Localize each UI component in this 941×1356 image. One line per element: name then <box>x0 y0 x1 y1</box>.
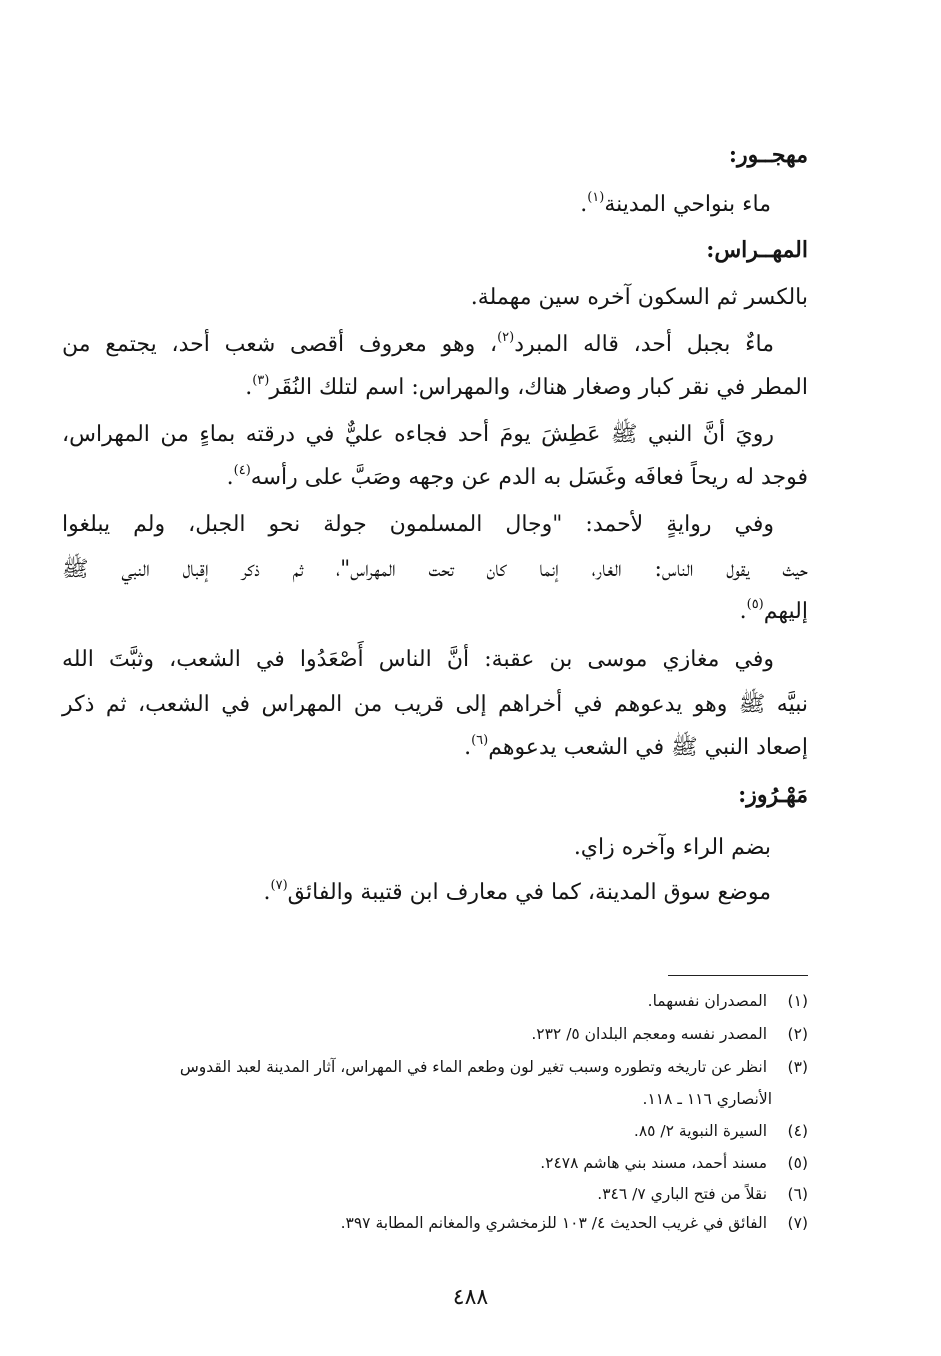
text: المطر في نقر كبار وصغار هناك، والمهراس: اسم لتلك النُقَر <box>269 375 808 400</box>
text-line: رويَ أنَّ النبي ﷺ عَطِشَ يومَ أحد فجاءه عليٌّ في درقته بماءٍ من المهراس، <box>62 422 774 447</box>
footnote-number: (٧) <box>787 1214 808 1232</box>
footnote <box>180 1056 808 1078</box>
footnote <box>531 1023 808 1045</box>
text-line <box>245 373 808 403</box>
text: . <box>739 599 747 624</box>
text: موضع سوق المدينة، كما في معارف ابن قتيبة والفائق <box>287 880 771 905</box>
footnote-number: (٥) <box>787 1154 808 1172</box>
text: ، وهو معروف أقصى شعب أحد، يجتمع من <box>62 332 498 357</box>
text-line <box>264 878 771 908</box>
text: إصعاد النبي ﷺ في الشعب يدعوهم <box>488 735 808 760</box>
footnote <box>648 990 808 1012</box>
footnote-continuation: الأنصاري ١١٦ ـ ١١٨. <box>642 1090 772 1108</box>
footnote-ref: (٣) <box>252 373 270 388</box>
text: . <box>580 192 588 217</box>
text: إليهم <box>763 599 808 624</box>
text-line: بضم الراء وآخره زاي. <box>573 835 771 860</box>
text: . <box>464 735 472 760</box>
footnote <box>597 1183 808 1205</box>
footnote-number: (١) <box>787 992 808 1010</box>
footnote-ref: (١) <box>587 190 605 205</box>
footnote-number: (٣) <box>787 1058 808 1076</box>
text-line <box>62 330 774 360</box>
footnote <box>341 1212 808 1234</box>
text: . <box>245 375 253 400</box>
footnote-ref: (٥) <box>746 597 764 612</box>
text: ماء بنواحي المدينة <box>604 192 771 217</box>
entry-heading-mahjur: مهجــور: <box>728 142 808 168</box>
footnote <box>540 1152 808 1174</box>
footnote-ref: (٦) <box>471 733 489 748</box>
footnote-text: انظر عن تاريخه وتطوره وسبب تغير لون وطعم الماء في المهراس، آثار المدينة لعبد القدوس <box>179 1058 768 1076</box>
text-line <box>580 190 771 220</box>
footnote-text: المصدران نفسهما. <box>647 992 768 1010</box>
text: . <box>263 880 271 905</box>
entry-heading-mihras: المهــراس: <box>706 237 808 263</box>
text-line <box>464 733 808 763</box>
footnote-ref: (٢) <box>497 330 515 345</box>
footnote-text: مسند أحمد، مسند بني هاشم ٢٤٧٨. <box>540 1154 768 1172</box>
text: . <box>226 465 234 490</box>
footnote-text: نقلاً من فتح الباري ٧/ ٣٤٦. <box>597 1185 768 1203</box>
footnote-text: الفائق في غريب الحديث ٤/ ١٠٣ للزمخشري والمغانم المطابة ٣٩٧. <box>340 1214 768 1232</box>
footnote <box>634 1120 808 1142</box>
footnote-text: السيرة النبوية ٢/ ٨٥. <box>633 1122 768 1140</box>
text-line: نبيَّه ﷺ وهو يدعوهم في أخراهم إلى قريب من المهراس في الشعب، ثم ذكر <box>62 692 808 717</box>
footnote-number: (٦) <box>787 1185 808 1203</box>
entry-heading-mahruz: مَهْـرُوز: <box>738 782 808 808</box>
footnote-text: المصدر نفسه ومعجم البلدان ٥/ ٢٣٢. <box>531 1025 768 1043</box>
text: فوجد له ريحاً فعافَه وغَسَل به الدم عن وجهه وصَبَّ على رأسه <box>250 465 808 490</box>
footnote-ref: (٤) <box>233 463 251 478</box>
footnote-divider <box>668 975 808 976</box>
footnote-number: (٤) <box>787 1122 808 1140</box>
text-line: وفي مغازي موسى بن عقبة: أنَّ الناس أَصْعَدُوا في الشعب، وثبَّتَ الله <box>62 647 775 672</box>
footnote-ref: (٧) <box>270 878 288 893</box>
text-line: بالكسر ثم السكون آخره سين مهملة. <box>470 285 808 310</box>
text-line: وفي روايةٍ لأحمد: "وجال المسلمون جولة نحو الجبل، ولم يبلغوا <box>62 512 774 537</box>
text-line <box>740 597 808 627</box>
text: ماءٌ بجبل أحد، قاله المبرد <box>514 332 774 357</box>
footnote-number: (٢) <box>787 1025 808 1043</box>
page-number: ٤٨٨ <box>452 1285 489 1310</box>
text-line <box>227 463 808 493</box>
text-line: حيث يقول الناس: الغار، إنما كان تحت المهراس"، ثم ذكر إقبال النبي ﷺ <box>62 557 808 582</box>
